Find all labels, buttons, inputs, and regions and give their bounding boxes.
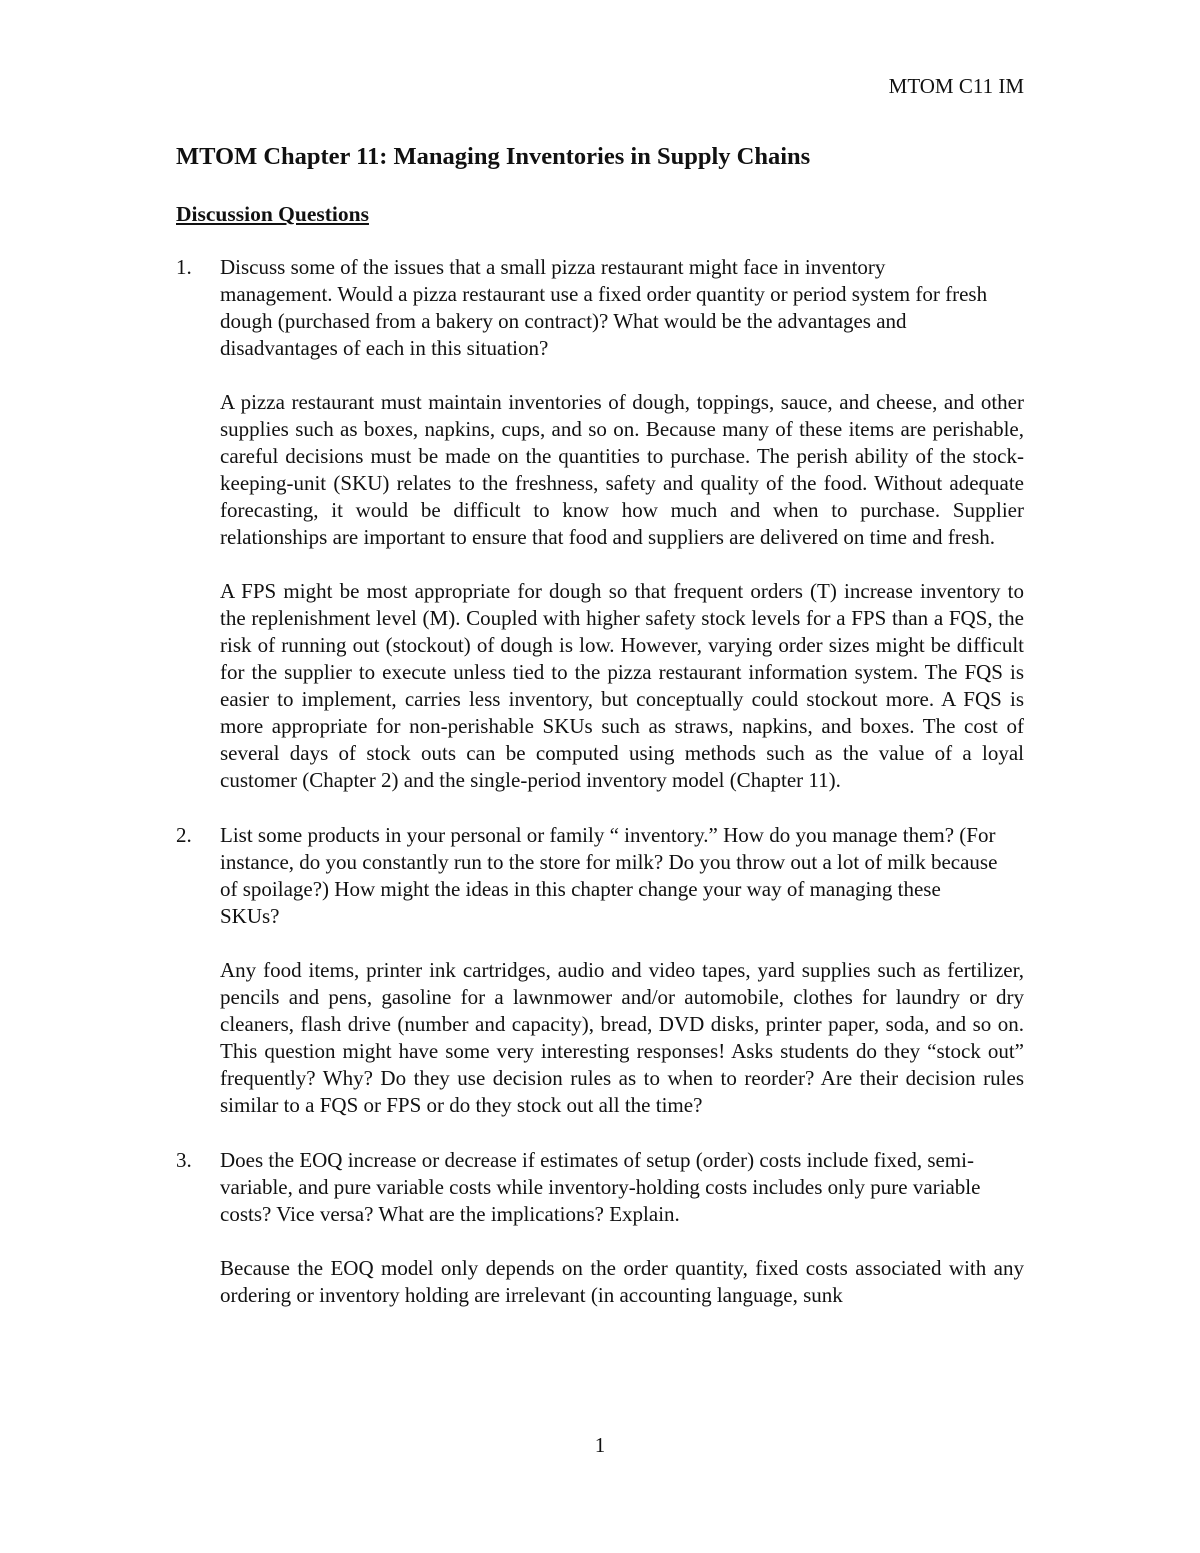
question-number: 3. <box>176 1148 192 1172</box>
question-item-3 <box>176 1147 1024 1309</box>
question-item-2 <box>176 822 1024 1119</box>
question-text: Does the EOQ increase or decrease if estimates of setup (order) costs include fixed, semi-variable, and pure variable costs while inventory-holding costs includes only pure variable costs? Vice versa? What are the implications? Explain. <box>220 1148 981 1226</box>
answer-paragraph: A FPS might be most appropriate for dough so that frequent orders (T) increase inventory to the replenishment level (M). Coupled with higher safety stock levels for a FPS than a FQS, the risk of running out (stockout) of dough is low. However, varying order sizes might be difficult for the supplier to execute unless tied to the pizza restaurant information system. The FQS is easier to implement, carries less inventory, but conceptually could stockout more. A FQS is more appropriate for non-perishable SKUs such as straws, napkins, and boxes. The cost of several days of stock outs can be computed using methods such as the value of a loyal customer (Chapter 2) and the single-period inventory model (Chapter 11). <box>220 579 1024 792</box>
answer-paragraph: Because the EOQ model only depends on the order quantity, fixed costs associated with any ordering or inventory holding are irrelevant (in accounting language, sunk <box>220 1256 1024 1307</box>
question-list <box>176 254 1024 1337</box>
section-heading: Discussion Questions <box>176 202 369 226</box>
running-header: MTOM C11 IM <box>888 74 1024 98</box>
answer-paragraph: Any food items, printer ink cartridges, audio and video tapes, yard supplies such as fertilizer, pencils and pens, gasoline for a lawnmower and/or automobile, clothes for laundry or dry cleaners, flash drive (number and capacity), bread, DVD disks, printer paper, soda, and so on. This question might have some very interesting responses! Asks students do they “stock out” frequently? Why? Do they use decision rules as to when to reorder? Are their decision rules similar to a FQS or FPS or do they stock out all the time? <box>220 958 1024 1117</box>
question-text: List some products in your personal or family “ inventory.” How do you manage them? (For instance, do you constantly run to the store for milk? Do you throw out a lot of milk because of spoilage?) How might the ideas in this chapter change your way of managing these SKUs? <box>220 823 998 928</box>
answer-paragraph: A pizza restaurant must maintain inventories of dough, toppings, sauce, and cheese, and other supplies such as boxes, napkins, cups, and so on. Because many of these items are perishable, careful decisions must be made on the quantities to purchase. The perish ability of the stock-keeping-unit (SKU) relates to the freshness, safety and quality of the food. Without adequate forecasting, it would be difficult to know how much and when to purchase. Supplier relationships are important to ensure that food and suppliers are delivered on time and fresh. <box>220 390 1024 549</box>
question-item-1 <box>176 254 1024 794</box>
question-number: 2. <box>176 823 192 847</box>
document-title: MTOM Chapter 11: Managing Inventories in Supply Chains <box>176 143 811 170</box>
page-number: 1 <box>594 1433 606 1457</box>
question-number: 1. <box>176 255 192 279</box>
question-text: Discuss some of the issues that a small pizza restaurant might face in inventory management. Would a pizza restaurant use a fixed order quantity or period system for fresh dough (purchased from a bakery on contract)? What would be the advantages and disadvantages of each in this situation? <box>220 255 988 360</box>
